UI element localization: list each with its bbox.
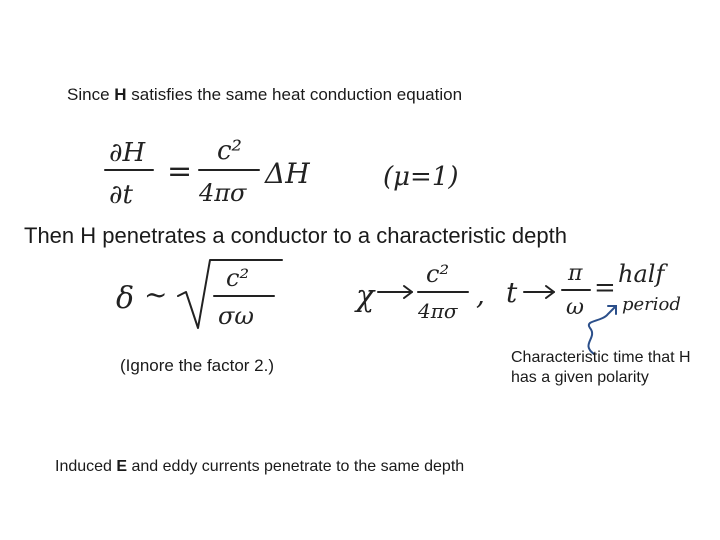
characteristic-time-text: Characteristic time that H has a given polarity bbox=[511, 349, 691, 386]
eddy-currents-text: Induced E and eddy currents penetrate to the same depth bbox=[55, 458, 465, 475]
svg-text:δ: δ bbox=[116, 281, 135, 316]
svg-text:period: period bbox=[622, 294, 681, 315]
svg-text:c²: c² bbox=[226, 264, 250, 292]
svg-text:4πσ: 4πσ bbox=[418, 299, 458, 323]
svg-text:∂t: ∂t bbox=[109, 180, 133, 210]
svg-text:t: t bbox=[506, 276, 518, 309]
svg-text:c²: c² bbox=[426, 260, 450, 288]
svg-text:∂H: ∂H bbox=[109, 138, 146, 168]
svg-text:σω: σω bbox=[218, 302, 254, 330]
handwritten-substitution bbox=[350, 252, 695, 342]
ignore-factor-note: (Ignore the factor 2.) bbox=[120, 356, 275, 375]
svg-text:χ: χ bbox=[356, 279, 375, 314]
svg-text:ω: ω bbox=[566, 295, 584, 320]
svg-text:c²: c² bbox=[217, 136, 242, 166]
svg-text:,: , bbox=[476, 278, 485, 311]
svg-text:~: ~ bbox=[144, 278, 168, 311]
penetration-depth-text: Then H penetrates a conductor to a characteristic depth bbox=[24, 223, 567, 248]
svg-text:=: = bbox=[167, 154, 193, 189]
heat-equation-intro-text: Since H satisfies the same heat conduction equation bbox=[67, 85, 463, 104]
svg-text:π: π bbox=[568, 261, 583, 286]
svg-text:4πσ: 4πσ bbox=[199, 179, 247, 207]
svg-text:half: half bbox=[618, 260, 665, 288]
handwritten-heat-equation bbox=[95, 125, 500, 215]
svg-text:ΔH: ΔH bbox=[265, 157, 310, 190]
handwritten-skin-depth bbox=[110, 252, 300, 334]
svg-text:=: = bbox=[594, 273, 616, 303]
svg-text:(μ=1): (μ=1) bbox=[383, 162, 459, 192]
